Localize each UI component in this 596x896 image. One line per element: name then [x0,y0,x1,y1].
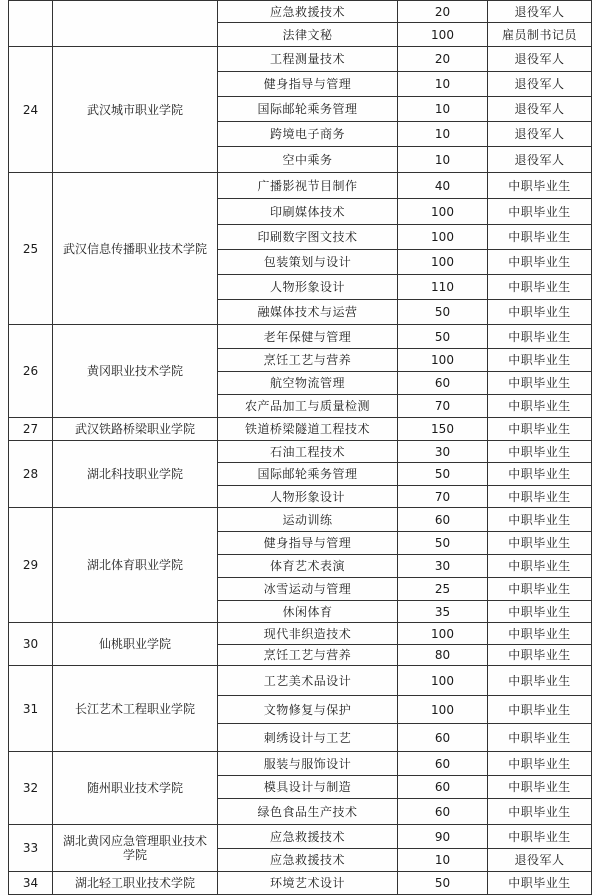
row-number: 32 [9,752,53,825]
major-name: 应急救援技术 [218,849,398,872]
target-group: 退役军人 [488,1,592,23]
target-group: 中职毕业生 [488,173,592,199]
table-row [9,872,592,895]
major-name: 人物形象设计 [218,486,398,508]
row-number: 24 [9,47,53,173]
target-group: 中职毕业生 [488,799,592,825]
major-name: 烹饪工艺与营养 [218,645,398,666]
enrollment-count: 100 [398,225,488,250]
enrollment-count: 80 [398,645,488,666]
major-name: 服装与服饰设计 [218,752,398,776]
major-name: 文物修复与保护 [218,696,398,724]
row-number: 26 [9,325,53,418]
major-name: 应急救援技术 [218,825,398,849]
major-name: 工艺美术品设计 [218,666,398,696]
school-name: 武汉铁路桥梁职业学院 [53,418,218,441]
major-name: 农产品加工与质量检测 [218,395,398,418]
enrollment-count: 100 [398,250,488,275]
major-name: 环境艺术设计 [218,872,398,895]
school-name: 武汉城市职业学院 [53,47,218,173]
enrollment-count: 25 [398,578,488,601]
table-row [9,325,592,349]
major-name: 健身指导与管理 [218,72,398,97]
enrollment-count: 50 [398,300,488,325]
enrollment-count: 100 [398,199,488,225]
table-row [9,1,592,23]
major-name: 烹饪工艺与营养 [218,349,398,372]
enrollment-count: 40 [398,173,488,199]
table-row [9,418,592,441]
table-row [9,441,592,463]
school-name: 武汉信息传播职业技术学院 [53,173,218,325]
major-name: 工程测量技术 [218,47,398,72]
school-name: 黄冈职业技术学院 [53,325,218,418]
target-group: 中职毕业生 [488,250,592,275]
target-group: 中职毕业生 [488,418,592,441]
target-group: 中职毕业生 [488,300,592,325]
enrollment-count: 60 [398,752,488,776]
enrollment-count: 50 [398,872,488,895]
target-group: 中职毕业生 [488,578,592,601]
major-name: 模具设计与制造 [218,776,398,799]
major-name: 包装策划与设计 [218,250,398,275]
row-number: 33 [9,825,53,872]
major-name: 应急救援技术 [218,1,398,23]
enrollment-count: 30 [398,441,488,463]
major-name: 绿色食品生产技术 [218,799,398,825]
row-number [9,1,53,47]
school-name: 湖北科技职业学院 [53,441,218,508]
enrollment-count: 10 [398,122,488,147]
target-group: 中职毕业生 [488,225,592,250]
major-name: 健身指导与管理 [218,532,398,555]
major-name: 运动训练 [218,508,398,532]
school-name [53,1,218,47]
enrollment-count: 60 [398,372,488,395]
major-name: 冰雪运动与管理 [218,578,398,601]
row-number: 27 [9,418,53,441]
major-name: 刺绣设计与工艺 [218,724,398,752]
enrollment-count: 90 [398,825,488,849]
target-group: 中职毕业生 [488,555,592,578]
school-name: 仙桃职业学院 [53,623,218,666]
target-group: 中职毕业生 [488,463,592,486]
target-group: 中职毕业生 [488,666,592,696]
school-name: 随州职业技术学院 [53,752,218,825]
enrollment-count: 100 [398,349,488,372]
enrollment-count: 100 [398,23,488,47]
major-name: 人物形象设计 [218,275,398,300]
enrollment-count: 50 [398,532,488,555]
enrollment-count: 30 [398,555,488,578]
target-group: 中职毕业生 [488,441,592,463]
target-group: 中职毕业生 [488,601,592,623]
target-group: 退役军人 [488,97,592,122]
major-name: 印刷数字图文技术 [218,225,398,250]
target-group: 退役军人 [488,849,592,872]
enrollment-count: 50 [398,463,488,486]
row-number: 31 [9,666,53,752]
table-row [9,173,592,199]
target-group: 中职毕业生 [488,776,592,799]
target-group: 中职毕业生 [488,752,592,776]
enrollment-count: 10 [398,147,488,173]
target-group: 中职毕业生 [488,532,592,555]
major-name: 石油工程技术 [218,441,398,463]
school-name: 湖北轻工职业技术学院 [53,872,218,895]
target-group: 中职毕业生 [488,325,592,349]
major-name: 现代非织造技术 [218,623,398,645]
row-number: 28 [9,441,53,508]
enrollment-count: 70 [398,395,488,418]
major-name: 法律文秘 [218,23,398,47]
table-row [9,666,592,696]
major-name: 国际邮轮乘务管理 [218,463,398,486]
target-group: 中职毕业生 [488,825,592,849]
enrollment-count: 10 [398,97,488,122]
major-name: 国际邮轮乘务管理 [218,97,398,122]
table-row [9,47,592,72]
row-number: 25 [9,173,53,325]
major-name: 航空物流管理 [218,372,398,395]
row-number: 30 [9,623,53,666]
target-group: 退役军人 [488,122,592,147]
table-row [9,752,592,776]
school-name: 长江艺术工程职业学院 [53,666,218,752]
target-group: 雇员制书记员 [488,23,592,47]
major-name: 空中乘务 [218,147,398,173]
table-body [9,1,592,895]
enrollment-count: 60 [398,799,488,825]
target-group: 退役军人 [488,72,592,97]
major-name: 休闲体育 [218,601,398,623]
target-group: 中职毕业生 [488,645,592,666]
target-group: 退役军人 [488,147,592,173]
enrollment-count: 60 [398,776,488,799]
major-name: 印刷媒体技术 [218,199,398,225]
major-name: 体育艺术表演 [218,555,398,578]
enrollment-count: 50 [398,325,488,349]
enrollment-count: 60 [398,724,488,752]
target-group: 中职毕业生 [488,696,592,724]
enrollment-count: 110 [398,275,488,300]
target-group: 中职毕业生 [488,372,592,395]
target-group: 中职毕业生 [488,395,592,418]
enrollment-count: 100 [398,666,488,696]
major-name: 老年保健与管理 [218,325,398,349]
enrollment-count: 100 [398,696,488,724]
enrollment-count: 70 [398,486,488,508]
school-name: 湖北黄冈应急管理职业技术学院 [53,825,218,872]
target-group: 中职毕业生 [488,724,592,752]
table-row [9,508,592,532]
school-name: 湖北体育职业学院 [53,508,218,623]
major-name: 融媒体技术与运营 [218,300,398,325]
enrollment-count: 20 [398,47,488,72]
target-group: 中职毕业生 [488,623,592,645]
enrollment-table [8,0,592,895]
enrollment-count: 35 [398,601,488,623]
enrollment-count: 60 [398,508,488,532]
table-row [9,623,592,645]
table-row [9,825,592,849]
enrollment-count: 20 [398,1,488,23]
target-group: 中职毕业生 [488,872,592,895]
target-group: 中职毕业生 [488,486,592,508]
major-name: 广播影视节目制作 [218,173,398,199]
row-number: 34 [9,872,53,895]
enrollment-count: 150 [398,418,488,441]
enrollment-count: 10 [398,849,488,872]
enrollment-count: 100 [398,623,488,645]
row-number: 29 [9,508,53,623]
enrollment-count: 10 [398,72,488,97]
major-name: 跨境电子商务 [218,122,398,147]
major-name: 铁道桥梁隧道工程技术 [218,418,398,441]
target-group: 中职毕业生 [488,508,592,532]
target-group: 中职毕业生 [488,275,592,300]
target-group: 中职毕业生 [488,199,592,225]
target-group: 退役军人 [488,47,592,72]
target-group: 中职毕业生 [488,349,592,372]
